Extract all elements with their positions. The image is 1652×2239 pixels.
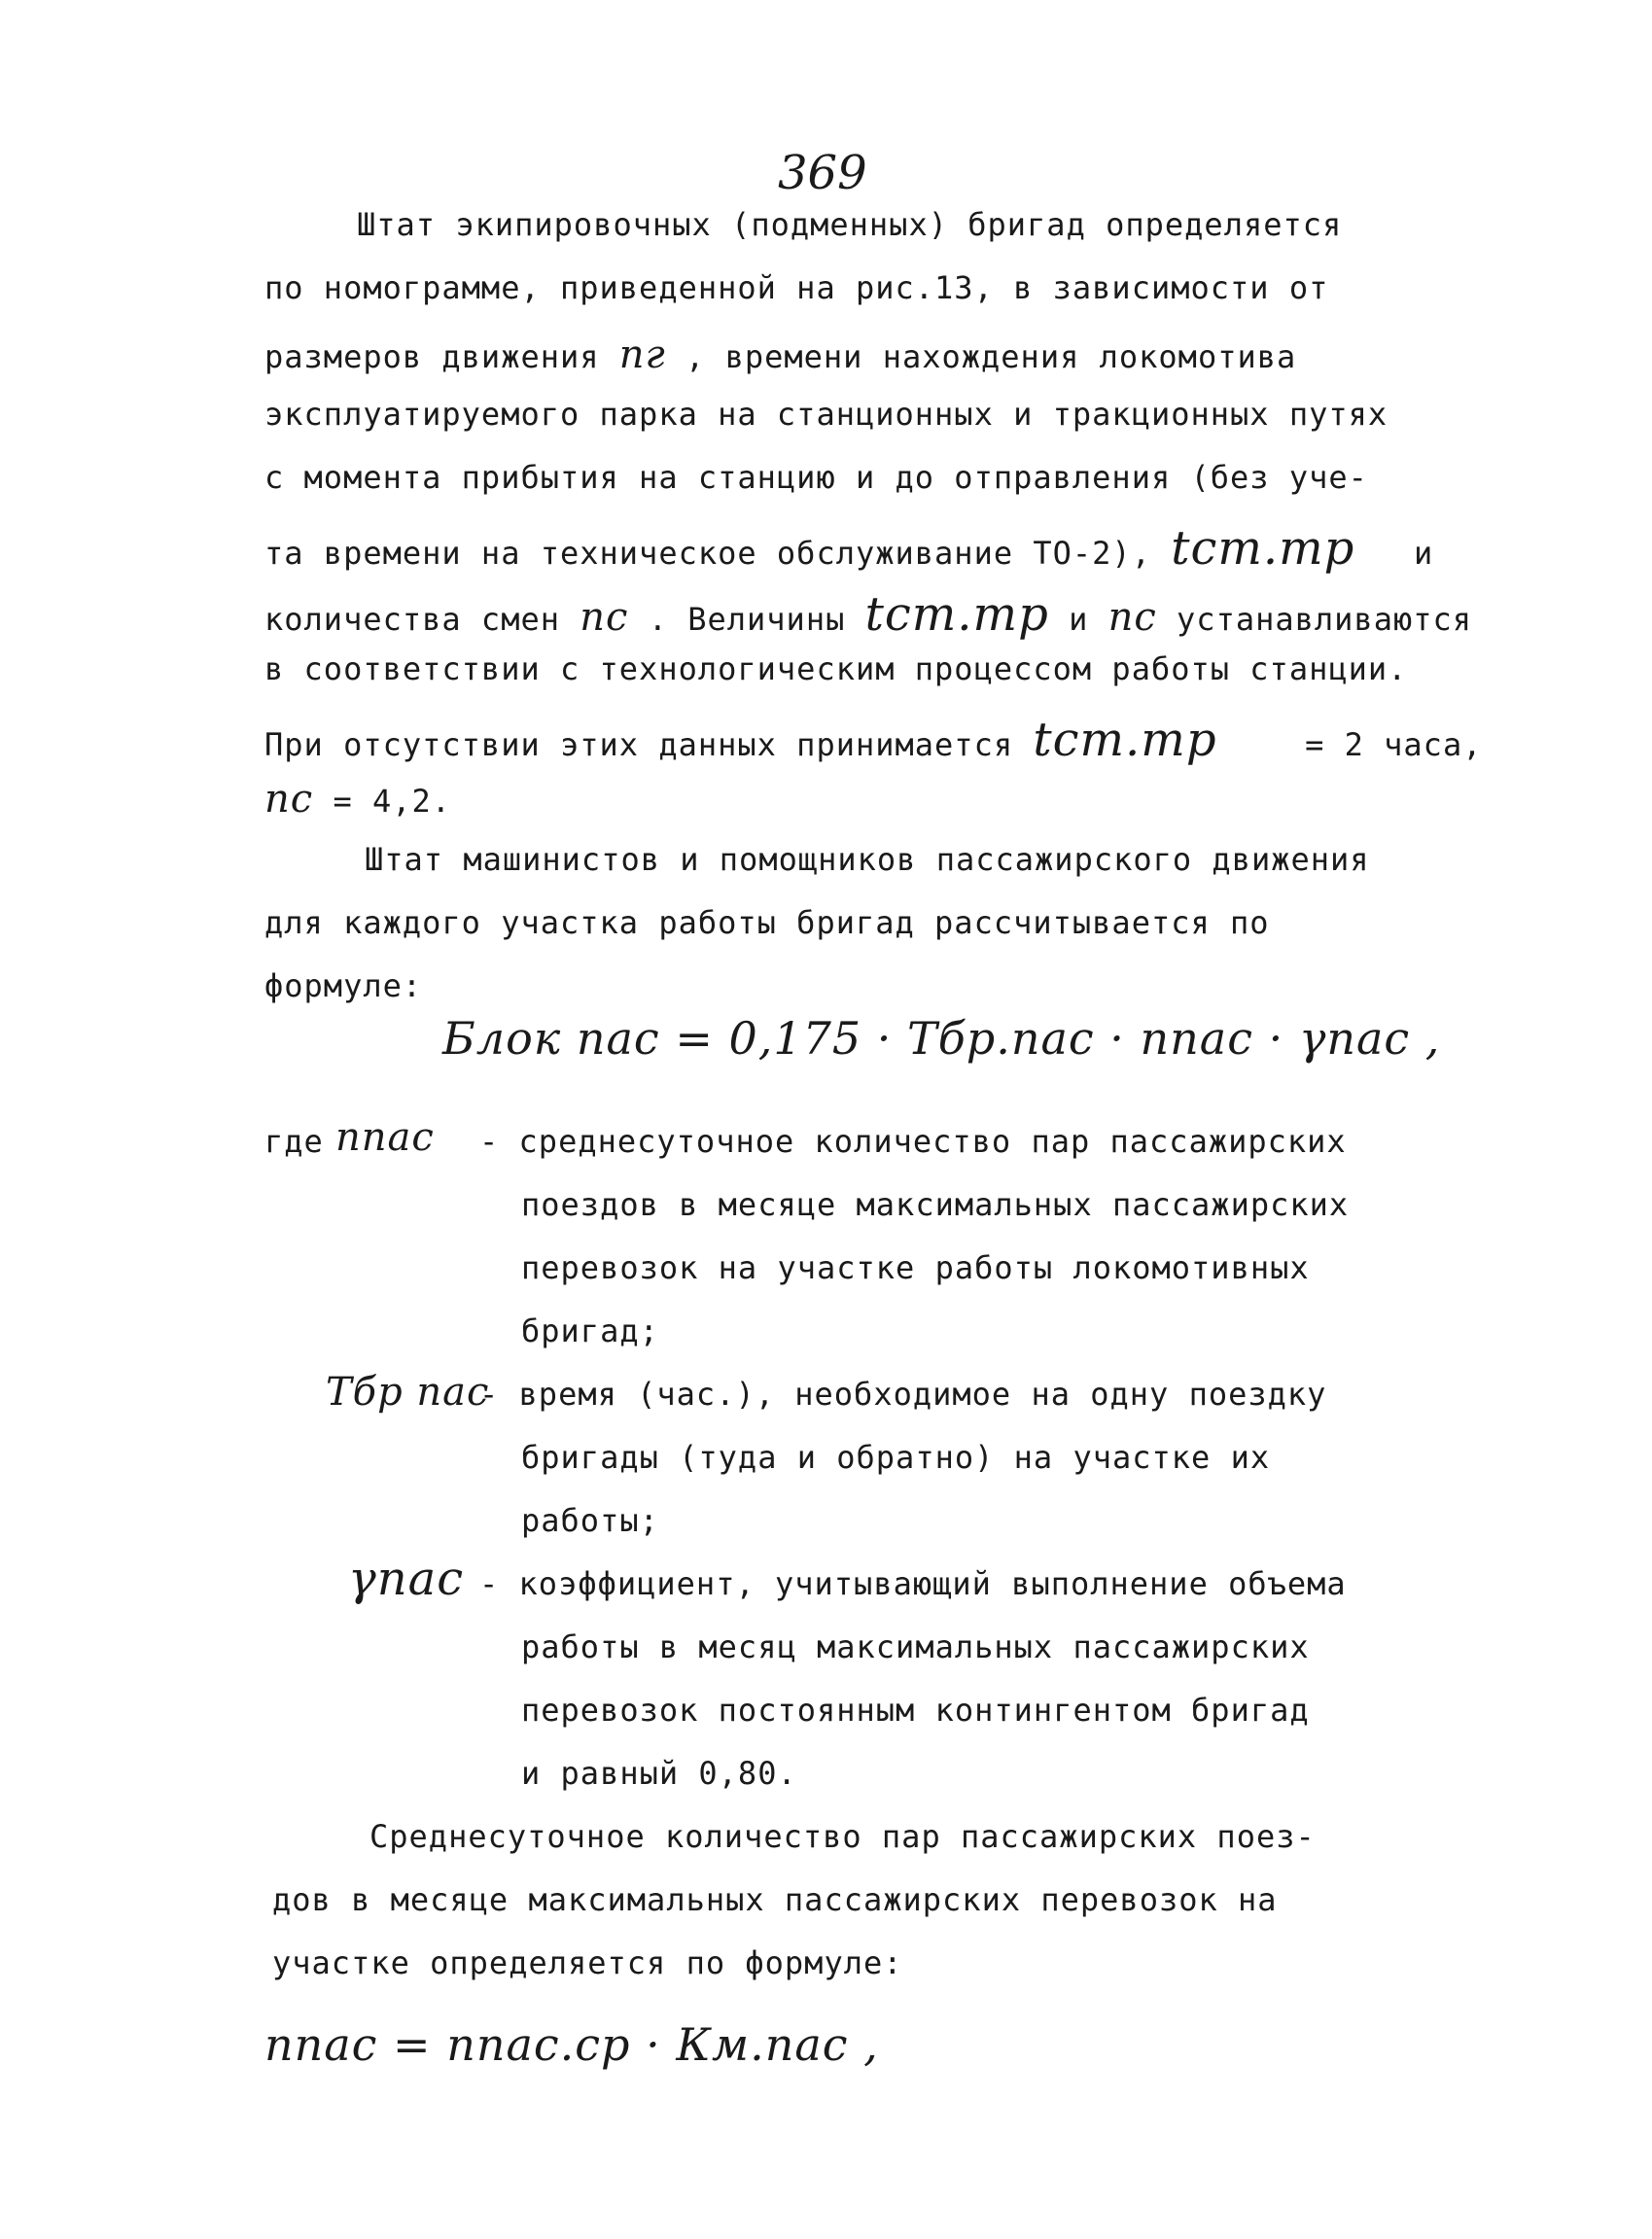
def-symbol-t-br-pas: Тбр пас <box>326 1370 490 1415</box>
def-line: перевозок на участке работы локомотивных <box>521 1249 1310 1286</box>
para1-text: При отсутствии этих данных принимается <box>264 726 1014 763</box>
def-line: и равный 0,80. <box>521 1755 797 1792</box>
formula-n-pas: nпас = nпас.ср · Км.пас , <box>264 2018 879 2071</box>
para1-line-4: эксплуатируемого парка на станционных и тракционных путях <box>264 396 1388 433</box>
def-prefix: где <box>264 1123 324 1160</box>
page-number: 369 <box>778 146 867 200</box>
para3-line-2: дов в месяце максимальных пассажирских перевозок на <box>272 1881 1278 1918</box>
symbol-t-st-tr: tст.тр <box>864 587 1049 642</box>
para2-line-1: Штат машинистов и помощников пассажирского движения <box>365 841 1370 878</box>
symbol-t-st-tr: tст.тр <box>1033 713 1217 767</box>
def-line: поездов в месяце максимальных пассажирских <box>521 1186 1350 1223</box>
def-line: - коэффициент, учитывающий выполнение объема <box>479 1565 1347 1602</box>
def-line: - среднесуточное количество пар пассажирских <box>479 1123 1347 1160</box>
para1-line-1: Штат экипировочных (подменных) бригад определяется <box>357 206 1343 243</box>
formula-brigades: Блок пас = 0,175 · Тбр.пас · nпас · γпас , <box>442 1012 1441 1065</box>
para3-line-1: Среднесуточное количество пар пассажирских поез- <box>369 1818 1316 1855</box>
def-line: работы в месяц максимальных пассажирских <box>521 1628 1310 1665</box>
para1-line-2: по номограмме, приведенной на рис.13, в зависимости от <box>264 269 1329 306</box>
def-symbol-gamma-pas: γпас <box>348 1552 465 1606</box>
para1-text: устанавливаются <box>1177 601 1473 638</box>
def-line: перевозок постоянным контингентом бригад <box>521 1692 1310 1729</box>
symbol-n-s: nс <box>264 777 314 822</box>
para1-line-8: в соответствии с технологическим процессом работы станции. <box>264 650 1408 687</box>
para1-text: количества смен <box>264 601 560 638</box>
def-line: работы; <box>521 1502 659 1539</box>
para2-line-2: для каждого участка работы бригад рассчитывается по <box>264 904 1270 941</box>
para1-text: = 2 часа, <box>1305 726 1483 763</box>
para1-text: = 4,2. <box>333 783 452 820</box>
symbol-t-st-tr: tст.тр <box>1171 521 1355 576</box>
def-line: - время (час.), необходимое на одну поездку <box>479 1376 1327 1413</box>
def-symbol-n-pas: nпас <box>335 1115 435 1160</box>
symbol-n-g: nг <box>618 332 666 377</box>
para1-line-6 <box>264 521 1434 576</box>
para1-text: та времени на техническое обслуживание ТО-2), <box>264 535 1151 572</box>
para1-text: размеров движения <box>264 338 600 375</box>
para1-line-10 <box>264 777 452 822</box>
def-line: бригады (туда и обратно) на участке их <box>521 1439 1271 1476</box>
para1-line-9 <box>264 713 1483 767</box>
para1-line-3 <box>264 332 1297 377</box>
para1-text: и <box>1413 535 1434 572</box>
para2-line-3: формуле: <box>264 967 423 1004</box>
symbol-n-s: nс <box>580 595 629 640</box>
para1-text: . Величины <box>648 601 846 638</box>
para1-line-7 <box>264 587 1473 642</box>
para3-line-3: участке определяется по формуле: <box>272 1944 903 1981</box>
para1-line-5: с момента прибытия на станцию и до отправления (без уче- <box>264 459 1368 496</box>
para1-text: и <box>1069 601 1089 638</box>
symbol-n-s: nс <box>1107 595 1157 640</box>
para1-text: , времени нахождения локомотива <box>685 338 1297 375</box>
def-line: бригад; <box>521 1312 659 1349</box>
